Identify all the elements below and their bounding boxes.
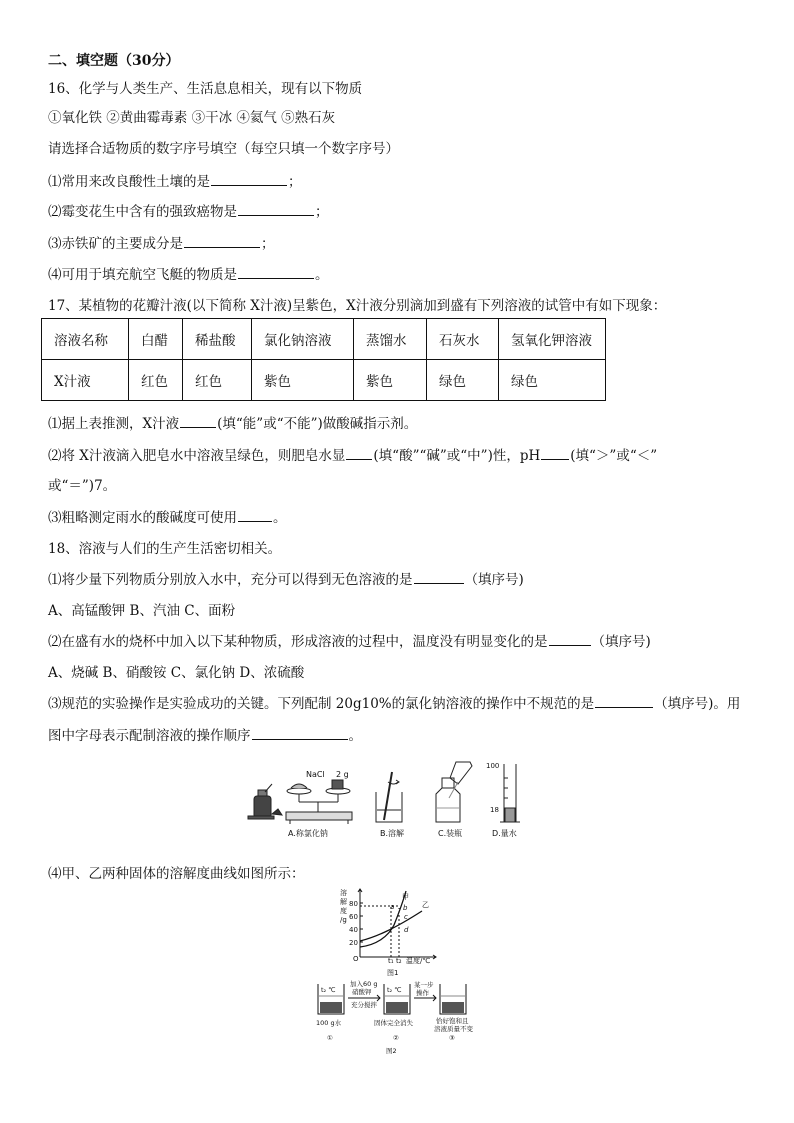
table-cell: 绿色 — [427, 360, 499, 401]
y-tick-label: 80 — [349, 900, 358, 908]
ylabel-char: 溶 — [340, 889, 347, 897]
q18-part-1 — [48, 568, 524, 588]
temperature-label: t₂ ℃ — [387, 986, 402, 994]
under-label: 100 g水 — [316, 1019, 342, 1027]
q16-item-4-end: 。 — [315, 267, 329, 283]
process-figure — [308, 978, 476, 1058]
q18-part-4: ⑷甲、乙两种固体的溶解度曲线如图所示： — [48, 866, 305, 882]
table-cell: 石灰水 — [427, 319, 499, 360]
table-row — [42, 360, 606, 401]
q17-part-3-b: 。 — [273, 510, 287, 526]
answer-blank[interactable] — [184, 233, 260, 248]
stir-label: 充分搅拌 — [351, 1001, 377, 1009]
q18-stem: 18、溶液与人们的生产生活密切相关。 — [48, 541, 282, 557]
ylabel-char: /g — [340, 916, 347, 924]
caption-b: B.溶解 — [380, 829, 405, 838]
reagent-bottle-pouring-icon — [436, 762, 472, 822]
q16-options: ①氧化铁 ②黄曲霉毒素 ③干冰 ④氦气 ⑤熟石灰 — [48, 110, 336, 126]
under-label: 恰好饱和且 — [436, 1017, 469, 1025]
q18-part-3-b: （填序号)。用 — [654, 696, 741, 712]
answer-blank[interactable] — [252, 725, 348, 740]
q18-part-3 — [48, 692, 740, 712]
table-cell: 氢氧化钾溶液 — [499, 319, 606, 360]
caption-d: D.量水 — [492, 829, 517, 838]
q16-item-3-text: ⑶赤铁矿的主要成分是 — [48, 236, 183, 252]
nacl-label: NaCl — [306, 770, 325, 779]
table-cell: 紫色 — [354, 360, 427, 401]
q17-part-1 — [48, 412, 417, 432]
point-label: a — [390, 903, 395, 911]
q18-part-1-text: ⑴将少量下列物质分别放入水中，充分可以得到无色溶液的是 — [48, 572, 413, 588]
answer-blank[interactable] — [180, 413, 216, 428]
caption-a: A.称氯化钠 — [288, 829, 328, 838]
temperature-label: t₂ ℃ — [321, 986, 336, 994]
answer-blank[interactable] — [595, 693, 653, 708]
step-number: ① — [327, 1034, 333, 1042]
q17-part-2-a: ⑵将 X汁液滴入肥皂水中溶液呈绿色，则肥皂水显 — [48, 448, 346, 464]
table-cell: 氯化钠溶液 — [252, 319, 354, 360]
y-tick-label: 40 — [349, 926, 358, 934]
solution-fill — [442, 1002, 464, 1013]
table-cell: X汁液 — [42, 360, 129, 401]
origin-label: O — [353, 955, 359, 963]
solution-fill — [386, 1002, 408, 1013]
q16-item-3-end: ； — [261, 236, 275, 252]
ylabel-char: 解 — [340, 898, 347, 906]
answer-blank[interactable] — [238, 507, 272, 522]
q18-part-2-text: ⑵在盛有水的烧杯中加入以下某种物质，形成溶液的过程中，温度没有明显变化的是 — [48, 634, 548, 650]
beaker-icon — [376, 772, 402, 822]
graduated-cylinder-icon — [500, 764, 520, 822]
under-label: 固体完全消失 — [374, 1019, 413, 1027]
point-label: b — [403, 904, 408, 912]
q18-part-2-options: A、烧碱 B、硝酸铵 C、氯化钠 D、浓硫酸 — [48, 665, 305, 681]
caption-c: C.装瓶 — [438, 829, 463, 838]
table-cell: 红色 — [183, 360, 252, 401]
solubility-chart — [336, 885, 444, 977]
q17-part-2-cont: 或“＝”)7。 — [48, 478, 117, 494]
q17-part-2-c: (填“＞”或“＜” — [570, 448, 658, 464]
answer-blank[interactable] — [238, 201, 314, 216]
section-title: 二、填空题（30分） — [48, 53, 180, 69]
table-cell: 蒸馏水 — [354, 319, 427, 360]
step-label: 操作 — [416, 989, 429, 997]
y-tick-label: 60 — [349, 913, 358, 921]
q18-part-2 — [48, 630, 651, 650]
q16-stem: 16、化学与人类生产、生活息息相关，现有以下物质 — [48, 81, 363, 97]
q18-part-1-options: A、高锰酸钾 B、汽油 C、面粉 — [48, 603, 236, 619]
q16-item-4-text: ⑷可用于填充航空飞艇的物质是 — [48, 267, 237, 283]
step-label: 某一步 — [414, 981, 434, 989]
q17-part-3 — [48, 506, 287, 526]
table-cell: 绿色 — [499, 360, 606, 401]
q16-item-1-end: ； — [288, 174, 302, 190]
q18-part-3-a: ⑶规范的实验操作是实验成功的关键。下列配制 20g10%的氯化钠溶液的操作中不规范的是 — [48, 696, 595, 712]
q18-part-3-cont — [48, 724, 362, 744]
balance-icon — [286, 780, 352, 824]
table-cell: 红色 — [129, 360, 183, 401]
cylinder-top-label: 100 — [486, 762, 500, 770]
table-cell: 稀盐酸 — [183, 319, 252, 360]
table-cell: 白醋 — [129, 319, 183, 360]
under-label: 溶液质量不变 — [434, 1025, 473, 1033]
x-axis-label: 温度/℃ — [406, 957, 431, 965]
cylinder-mark-label: 18 — [490, 806, 499, 814]
table-row — [42, 319, 606, 360]
table-cell: 溶液名称 — [42, 319, 129, 360]
x-tick-label: t₂ — [396, 957, 402, 965]
q18-part-1-end: （填序号) — [464, 572, 524, 588]
step-number: ② — [393, 1034, 399, 1042]
figure-caption: 图2 — [386, 1047, 397, 1055]
answer-blank[interactable] — [346, 445, 372, 460]
figure-caption: 图1 — [387, 969, 399, 977]
q16-item-3 — [48, 232, 275, 252]
reagent-bottle-icon — [248, 784, 282, 819]
q16-item-2 — [48, 200, 329, 220]
observation-table — [41, 318, 606, 401]
series-label-jia: 甲 — [402, 893, 409, 901]
y-tick-label: 20 — [349, 939, 358, 947]
answer-blank[interactable] — [414, 569, 464, 584]
mass-label: 2 g — [336, 770, 349, 779]
q16-instruction: 请选择合适物质的数字序号填空（每空只填一个数字序号） — [48, 141, 399, 157]
q17-part-1-b: (填“能”或“不能”)做酸碱指示剂。 — [217, 416, 418, 432]
q17-part-1-a: ⑴据上表推测，X汁液 — [48, 416, 180, 432]
answer-blank[interactable] — [238, 264, 314, 279]
add-label: 硝酸钾 — [352, 988, 372, 996]
q18-part-3-d: 。 — [348, 728, 362, 744]
answer-blank[interactable] — [541, 445, 569, 460]
solution-fill — [320, 1002, 342, 1013]
q18-part-2-end: （填序号) — [591, 634, 651, 650]
ylabel-char: 度 — [340, 907, 347, 915]
operations-figure — [246, 758, 522, 844]
x-tick-label: t₁ — [388, 957, 394, 965]
point-label: c — [404, 913, 408, 921]
q16-item-2-text: ⑵霉变花生中含有的强致癌物是 — [48, 204, 237, 220]
q18-part-3-c: 图中字母表示配制溶液的操作顺序 — [48, 728, 251, 744]
add-label: 加入60 g — [350, 980, 378, 988]
answer-blank[interactable] — [549, 631, 591, 646]
point-label: d — [404, 926, 409, 934]
q16-item-1 — [48, 170, 302, 190]
step-number: ③ — [449, 1034, 455, 1042]
q17-part-2-b: (填“酸”“碱”或“中”)性，pH — [373, 448, 541, 464]
q17-part-2 — [48, 444, 657, 464]
series-label-yi: 乙 — [422, 901, 429, 909]
q16-item-2-end: ； — [315, 204, 329, 220]
q16-item-4 — [48, 263, 329, 283]
q16-item-1-text: ⑴常用来改良酸性土壤的是 — [48, 174, 210, 190]
q17-stem: 17、某植物的花瓣汁液(以下简称 X汁液)呈紫色，X汁液分别滴加到盛有下列溶液的试管中有如下现象： — [48, 298, 667, 314]
q17-part-3-a: ⑶粗略测定雨水的酸碱度可使用 — [48, 510, 237, 526]
table-cell: 紫色 — [252, 360, 354, 401]
answer-blank[interactable] — [211, 171, 287, 186]
